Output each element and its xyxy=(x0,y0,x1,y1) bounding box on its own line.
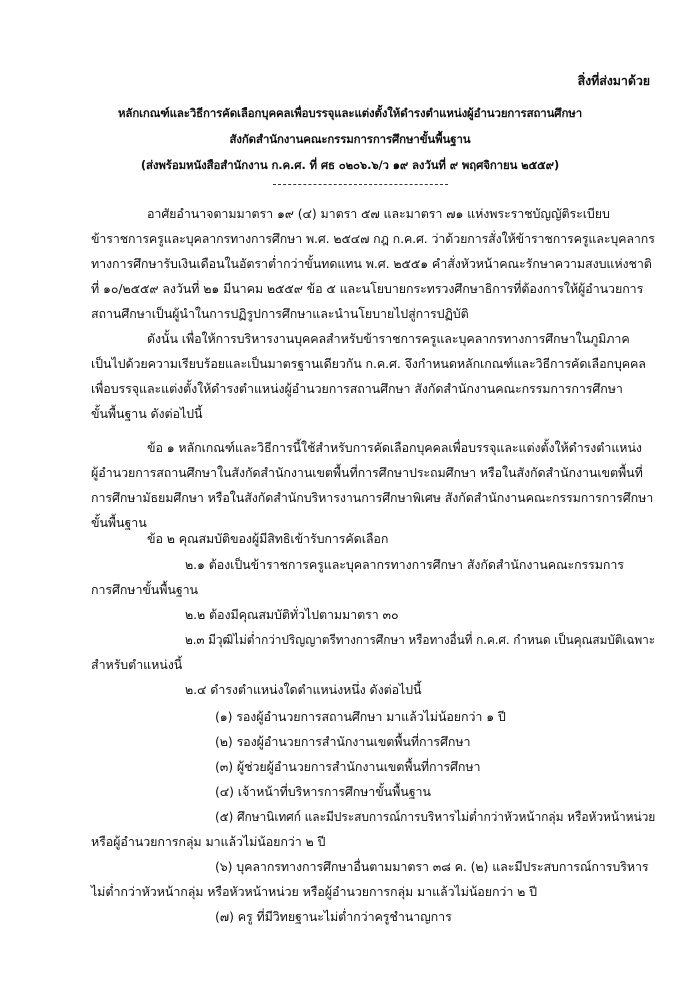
clause-1-line-4: ขั้นพื้นฐาน xyxy=(91,515,147,530)
list-item-4: (๔) เจ้าหน้าที่บริหารการศึกษาขั้นพื้นฐาน xyxy=(215,784,431,799)
paragraph-2-line-4: ขั้นพื้นฐาน ดังต่อไปนี้ xyxy=(91,406,203,421)
paragraph-1-line-2: ข้าราชการครูและบุคลากรทางการศึกษา พ.ศ. ๒๕๔๗ กฎ ก.ค.ศ. ว่าด้วยการสั่งให้ข้าราชการครูและบุคลากร xyxy=(91,231,655,246)
document-title: หลักเกณฑ์และวิธีการคัดเลือกบุคคลเพื่อบรรจุและแต่งตั้งให้ดำรงตำแหน่งผู้อำนวยการสถานศึกษา xyxy=(117,106,583,120)
clause-1-line-3: การศึกษามัธยมศึกษา หรือในสังกัดสำนักบริหารงานการศึกษาพิเศษ สังกัดสำนักงานคณะกรรมการการศึกษา xyxy=(91,490,654,505)
clause-2-4: ๒.๔ ดำรงตำแหน่งใดตำแหน่งหนึ่ง ดังต่อไปนี้ xyxy=(185,682,422,697)
clause-1-line-2: ผู้อำนวยการสถานศึกษาในสังกัดสำนักงานเขตพื้นที่การศึกษาประถมศึกษา หรือในสังกัดสำนักงานเขตพื้นที่ xyxy=(91,465,643,480)
clause-2-2: ๒.๒ ต้องมีคุณสมบัติทั่วไปตามมาตรา ๓๐ xyxy=(185,607,399,622)
paragraph-1-line-1: อาศัยอำนาจตามมาตรา ๑๙ (๔) มาตรา ๕๗ และมาตรา ๗๑ แห่งพระราชบัญญัติระเบียบ xyxy=(147,206,610,221)
clause-1-line-1: ข้อ ๑ หลักเกณฑ์และวิธีการนี้ใช้สำหรับการคัดเลือกบุคคลเพื่อบรรจุและแต่งตั้งให้ดำรงตำแหน่ง xyxy=(147,440,642,455)
clause-2-3-line-2: สำหรับตำแหน่งนี้ xyxy=(91,657,183,672)
list-item-6-line-1: (๖) บุคลากรทางการศึกษาอื่นตามมาตรา ๓๘ ค. (๒) และมีประสบการณ์การบริหาร xyxy=(215,859,649,874)
paragraph-2-line-2: เป็นไปด้วยความเรียบร้อยและเป็นมาตรฐานเดียวกัน ก.ค.ศ. จึงกำหนดหลักเกณฑ์และวิธีการคัดเลือกบุคคล xyxy=(91,356,646,371)
list-item-5-line-2: หรือผู้อำนวยการกลุ่ม มาแล้วไม่น้อยกว่า ๒ ปี xyxy=(91,834,326,849)
list-item-2: (๒) รองผู้อำนวยการสำนักงานเขตพื้นที่การศึกษา xyxy=(215,734,471,749)
title-divider xyxy=(273,184,448,185)
list-item-3: (๓) ผู้ช่วยผู้อำนวยการสำนักงานเขตพื้นที่การศึกษา xyxy=(215,759,481,774)
list-item-5-line-1: (๕) ศึกษานิเทศก์ และมีประสบการณ์การบริหารไม่ต่ำกว่าหัวหน้ากลุ่ม หรือหัวหน้าหน่วย xyxy=(215,809,656,824)
paragraph-1-line-3: ทางการศึกษารับเงินเดือนในอัตราต่ำกว่าขั้นทดแทน พ.ศ. ๒๕๕๑ คำสั่งหัวหน้าคณะรักษาความสงบแห่งชาติ xyxy=(91,256,652,271)
clause-2-1-line-2: การศึกษาขั้นพื้นฐาน xyxy=(91,582,198,597)
clause-2-1-line-1: ๒.๑ ต้องเป็นข้าราชการครูและบุคลากรทางการศึกษา สังกัดสำนักงานคณะกรรมการ xyxy=(185,557,624,572)
list-item-1: (๑) รองผู้อำนวยการสถานศึกษา มาแล้วไม่น้อยกว่า ๑ ปี xyxy=(215,709,506,724)
list-item-6-line-2: ไม่ต่ำกว่าหัวหน้ากลุ่ม หรือหัวหน้าหน่วย หรือผู้อำนวยการกลุ่ม มาแล้วไม่น้อยกว่า ๒ ปี xyxy=(91,884,537,899)
paragraph-1-line-4: ที่ ๑๐/๒๕๕๙ ลงวันที่ ๒๑ มีนาคม ๒๕๕๙ ข้อ ๕ และนโยบายกระทรวงศึกษาธิการที่ต้องการให้ผู้อำนวยการ xyxy=(91,281,644,296)
list-item-7: (๗) ครู ที่มีวิทยฐานะไม่ต่ำกว่าครูชำนาญการ xyxy=(215,909,452,924)
attachment-label: สิ่งที่ส่งมาด้วย xyxy=(577,73,650,88)
clause-2-heading: ข้อ ๒ คุณสมบัติของผู้มีสิทธิเข้ารับการคัดเลือก xyxy=(147,531,389,546)
paragraph-2-line-1: ดังนั้น เพื่อให้การบริหารงานบุคคลสำหรับข้าราชการครูและบุคลากรทางการศึกษาในภูมิภาค xyxy=(147,331,630,346)
document-reference: (ส่งพร้อมหนังสือสำนักงาน ก.ค.ศ. ที่ ศธ ๐๒๐๖.๖/ว ๑๙ ลงวันที่ ๙ พฤศจิกายน ๒๕๕๙) xyxy=(140,158,560,172)
clause-2-3-line-1: ๒.๓ มีวุฒิไม่ต่ำกว่าปริญญาตรีทางการศึกษา หรือทางอื่นที่ ก.ค.ศ. กำหนด เป็นคุณสมบัติเฉพาะ xyxy=(185,632,656,647)
paragraph-2-line-3: เพื่อบรรจุและแต่งตั้งให้ดำรงตำแหน่งผู้อำนวยการสถานศึกษา สังกัดสำนักงานคณะกรรมการการศึกษา xyxy=(91,381,623,396)
paragraph-1-line-5: สถานศึกษาเป็นผู้นำในการปฏิรูปการศึกษาและนำนโยบายไปสู่การปฏิบัติ xyxy=(91,306,469,321)
document-subtitle: สังกัดสำนักงานคณะกรรมการการศึกษาขั้นพื้นฐาน xyxy=(229,132,471,146)
